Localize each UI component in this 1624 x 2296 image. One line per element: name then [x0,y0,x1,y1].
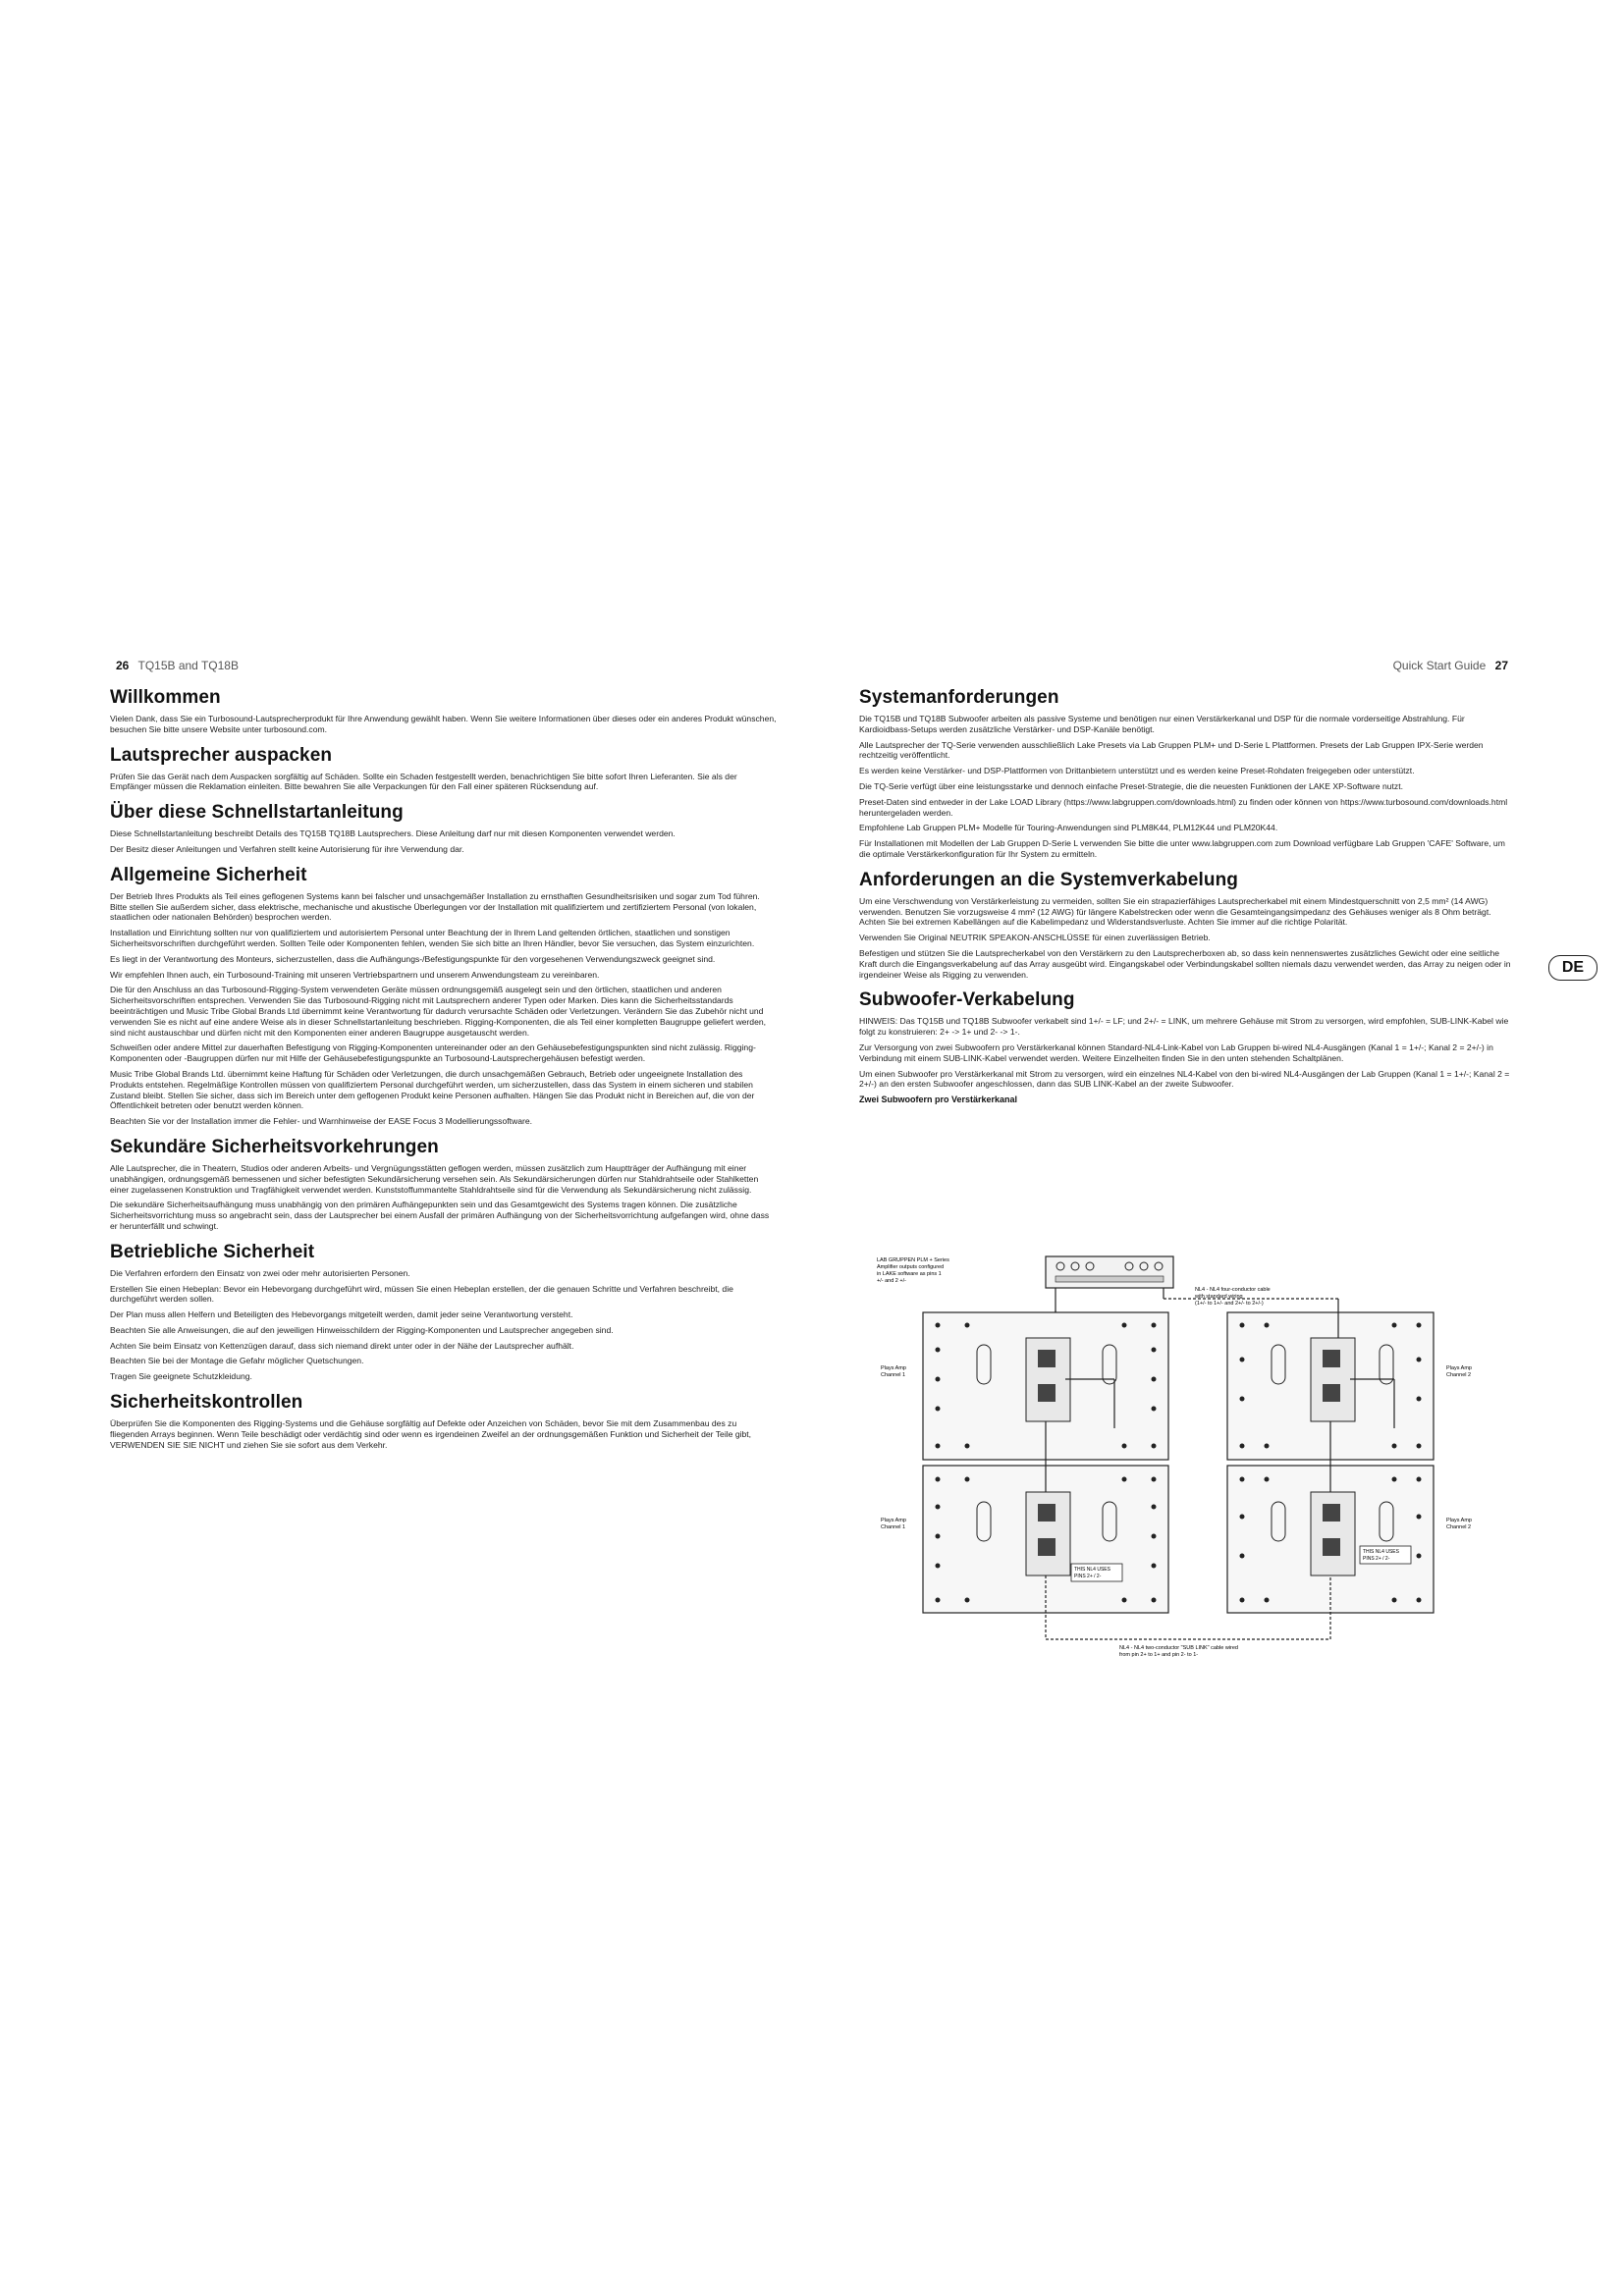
paragraph: Empfohlene Lab Gruppen PLM+ Modelle für Touring-Anwendungen sind PLM8K44, PLM12K44 und PLM20K44. [859,823,1278,833]
paragraph: Alle Lautsprecher der TQ-Serie verwenden ausschließlich Lake Presets via Lab Gruppen PLM+ und D-Serie L Plattformen. Presets der Lab Gruppen IPX-Serie werden rechtzeitig veröffentlicht. [859,739,1484,761]
left-page-number: 26 [116,659,130,672]
paragraph: Um einen Subwoofer pro Verstärkerkanal mit Strom zu versorgen, wird ein einzelnes NL4-Kabel von den bi-wired NL4-Ausgängen der Lab Gruppen (Kanal 1 = 1+/-; Kanal 2 = 2+/-) an den ersten Subwoofer angeschlossen, dann das SUB LINK-Kabel an der zweite Subwoofer. [859,1068,1510,1090]
amp-note-line-1: LAB GRUPPEN PLM + Series [877,1257,949,1263]
paragraph: Beachten Sie bei der Montage die Gefahr möglicher Quetschungen. [110,1356,364,1366]
paragraph: Alle Lautsprecher, die in Theatern, Studios oder anderen Arbeits- und Vergnügungsstätten geflogen werden, müssen zusätzlich zum Hauptträger der Aufhängung mit einer unabhängigen, ordnungsgemäß bemessenen und sicher befestigten Sekundärsicherung versehen sein. Als Sekundärsicherungen dürfen nur Stahldrahtseile oder Stahlketten einer zugelassenen Konstruktion und Tragfähigkeit verwendet werden. Kunststoffummantelte Stahldrahtseile sind für die Verwendung als Sekundärsicherung nicht zulässig. [110,1162,759,1195]
paragraph: Beachten Sie alle Anweisungen, die auf den jeweiligen Hinweisschildern der Rigging-Komponenten und Lautsprecher angegeben sind. [110,1324,614,1335]
amp-note-line-2: Amplifier outputs configured [877,1264,945,1270]
left-bottom-amp-label: Plays Amp [881,1518,906,1523]
page-header-right [1393,659,1514,672]
language-badge: DE [1548,955,1597,981]
left-page-content [110,687,778,1455]
paragraph: Überprüfen Sie die Komponenten des Rigging-Systems und die Gehäuse sorgfältig auf Defekte oder Anzeichen von Schäden, bevor Sie mit dem Zusammenbau des zu fliegenden Arrays beginnen. Wenn Teile beschädigt oder verdächtig sind oder wenn es irgendeinen Zweifel an der ordnungsgemäßen Funktion und Sicherheit der Teile gibt, VERWENDEN SIE SIE NICHT und ziehen Sie sie sofort aus dem Verkehr. [110,1418,752,1450]
heading-about-guide: Über diese Schnellstartanleitung [110,802,404,824]
heading-subwoofer-cabling: Subwoofer-Verkabelung [859,989,1075,1011]
right-bottom-channel-label: Channel 2 [1446,1524,1472,1530]
right-page-number: 27 [1494,659,1508,672]
paragraph: Die für den Anschluss an das Turbosound-Rigging-System verwendeten Geräte müssen ordnungsgemäß ausgelegt sein und den örtlichen, staatlichen und anderen Sicherheitsvorschriften entsprechen. Verwenden Sie das Turbosound-Rigging nicht mit Lautsprechern anderer Typen oder Marken. Dies kann die Sicherheitsstandards beeinträchtigen und Music Tribe Global Brands Ltd übernimmt keine Verantwortung für dadurch verursachte Schäden oder Verletzungen. Verändern Sie das Zubehör nicht und verwenden Sie es nicht auf eine andere Weise als in dieser Schnellstartanleitung beschrieben. Rigging-Komponenten, die als Teil einer kompletten Baugruppe geliefert werden, sind nicht austauschbar und dürfen nicht mit den Komponenten einer anderen Baugruppe ausgetauscht werden. [110,985,767,1038]
paragraph: Wir empfehlen Ihnen auch, ein Turbosound-Training mit unseren Vertriebspartnern und unserem Anwendungsteam zu vereinbaren. [110,969,600,980]
heading-operational-safety: Betriebliche Sicherheit [110,1241,315,1262]
left-bottom-channel-label: Channel 1 [881,1524,906,1530]
diagram-caption: Zwei Subwoofern pro Verstärkerkanal [859,1095,1018,1105]
paragraph: Preset-Daten sind entweder in der Lake LOAD Library (https://www.labgruppen.com/downloads.html) zu finden oder können von https://www.turbosound.com/downloads.html heruntergeladen werden. [859,796,1508,818]
left-uses-pins-line-2: PINS 2+ / 2- [1074,1574,1102,1579]
heading-secondary-safety: Sekundäre Sicherheitsvorkehrungen [110,1136,439,1157]
heading-system-requirements: Systemanforderungen [859,687,1059,708]
left-uses-pins-line-1: THIS NL4 USES [1074,1567,1110,1573]
paragraph: Erstellen Sie einen Hebeplan: Bevor ein Hebevorgang durchgeführt wird, müssen Sie einen Hebeplan erstellen, der die genauen Schritte und Verfahren beschreibt, die durchgeführt werden sollen. [110,1283,733,1305]
right-top-channel-label: Channel 2 [1446,1372,1472,1378]
paragraph: Die TQ-Serie verfügt über eine leistungsstarke und dennoch einfache Preset-Strategie, die die neuesten Funktionen der LAKE XP-Software nutzt. [859,780,1403,791]
heading-welcome: Willkommen [110,687,221,708]
wiring-diagram [859,1252,1507,1664]
paragraph: Die TQ15B und TQ18B Subwoofer arbeiten als passive Systeme und benötigen nur einen Verstärkerkanal und DSP für die normale vorderseitige Abstrahlung. Für Kardioidbass-Setups werden zusätzliche Verstärker- und DSP-Kanäle benötigt. [859,714,1465,734]
amp-note-line-4: +/- and 2 +/- [877,1278,906,1284]
heading-cabling-requirements: Anforderungen an die Systemverkabelung [859,869,1238,890]
heading-safety-checks: Sicherheitskontrollen [110,1392,303,1414]
heading-general-safety: Allgemeine Sicherheit [110,864,307,885]
paragraph: Beachten Sie vor der Installation immer die Fehler- und Warnhinweise der EASE Focus 3 Modellierungssoftware. [110,1116,533,1127]
paragraph: Der Betrieb Ihres Produkts als Teil eines geflogenen Systems kann bei falscher und unsachgemäßer Installation zu ernsthaften Gesundheitsrisiken und sogar zum Tod führen. Bitte stellen Sie außerdem sicher, dass elektrische, mechanische und akustische Überlegungen vor der Installation mit qualifiziertem und zertifiziertem Personal (von lokalen, staatlichen oder nationalen Behörden) besprochen werden. [110,890,760,923]
nl4-note-line-1: NL4 - NL4 four-conductor cable [1195,1287,1271,1293]
left-running-title: TQ15B and TQ18B [137,659,239,672]
paragraph: Music Tribe Global Brands Ltd. übernimmt keine Haftung für Schäden oder Verletzungen, die durch unsachgemäßen Gebrauch, Betrieb oder ungeeignete Installation des Produkts entstehen. Regelmäßige Kontrollen müssen von qualifiziertem Personal durchgeführt werden, um sicherzustellen, dass das System in einem sicheren und stabilen Zustand bleibt. Stellen Sie sicher, dass sich im Bereich unter dem geflogenen Produkt keine Personen aufhalten. Hängen Sie das Produkt nicht in Bereichen auf, die von der Öffentlichkeit betreten oder benutzt werden können. [110,1068,755,1111]
right-running-title: Quick Start Guide [1392,659,1487,672]
paragraph: Die Verfahren erfordern den Einsatz von zwei oder mehr autorisierten Personen. [110,1267,410,1278]
paragraph: Es liegt in der Verantwortung des Monteurs, sicherzustellen, dass die Aufhängungs-/Befestigungspunkte für den vorgesehenen Verwendungszweck geeignet sind. [110,953,716,964]
paragraph: Zur Versorgung von zwei Subwoofern pro Verstärkerkanal können Standard-NL4-Link-Kabel von Lab Gruppen bi-wired NL4-Ausgängen (Kanal 1 = 1+/-; Kanal 2 = 2+/-) in Verbindung mit einem SUB-LINK-Kabel verwendet werden. Weitere Einzelheiten finden Sie in den unten stehenden Schaltplänen. [859,1041,1493,1063]
right-uses-pins-line-1: THIS NL4 USES [1363,1549,1399,1555]
amp-note-line-3: in LAKE software as pins 1 [877,1271,942,1277]
right-bottom-amp-label: Plays Amp [1446,1518,1472,1523]
paragraph: Der Plan muss allen Helfern und Beteiligten des Hebevorgangs mitgeteilt werden, damit jeder seine Verantwortung versteht. [110,1309,573,1320]
sub-link-note-line-2: from pin 2+ to 1+ and pin 2- to 1- [1119,1652,1199,1658]
right-uses-pins-line-2: PINS 2+ / 2- [1363,1556,1390,1562]
page-header-left [110,659,239,672]
paragraph: Der Besitz dieser Anleitungen und Verfahren stellt keine Autorisierung für ihre Verwendung dar. [110,843,464,854]
left-top-channel-label: Channel 1 [881,1372,906,1378]
paragraph: Achten Sie beim Einsatz von Kettenzügen darauf, dass sich niemand direkt unter oder in der Nähe der Lautsprecher aufhält. [110,1340,574,1351]
paragraph: Befestigen und stützen Sie die Lautsprecherkabel von den Verstärkern zu den Lautsprecherboxen ab, so dass kein nennenswertes zusätzliches Gewicht oder eine seitliche Kraft durch die Eingangsverkabelung auf das Array ausgeübt wird. Eingangskabel oder Verbindungskabel sollten niemals dazu verwendet werden, das Array zu neigen oder in irgendeiner Weise als Rigging zu verwenden. [859,947,1511,980]
paragraph: Es werden keine Verstärker- und DSP-Plattformen von Drittanbietern unterstützt und es werden keine Preset-Rohdaten freigegeben oder unterstützt. [859,766,1415,776]
paragraph: Schweißen oder andere Mittel zur dauerhaften Befestigung von Rigging-Komponenten untereinander oder an den Gehäusebefestigungspunkten sind nicht zulässig. Rigging-Komponenten oder -Baugruppen dürfen nur mit Hilfe der Gehäusebefestigungspunkte an Turbosound-Lautsprechergehäusen befestigt werden. [110,1042,756,1064]
paragraph: Um eine Verschwendung von Verstärkerleistung zu vermeiden, sollten Sie ein strapazierfähiges Lautsprecherkabel mit einem Mindestquerschnitt von 2,5 mm² (14 AWG) verwenden. Benutzen Sie vorzugsweise 4 mm² (12 AWG) für längere Kabelstrecken oder wenn die Gesamteingangsimpedanz des Gehäuses weniger als 8 Ohm beträgt. Achten Sie bei extremen Kabellängen auf die Kabelimpedanz und Widerstandsverluste. Achten Sie immer auf die richtige Polarität. [859,895,1491,928]
sub-link-note-line-1: NL4 - NL4 two-conductor "SUB LINK" cable wired [1119,1645,1238,1651]
paragraph: Die sekundäre Sicherheitsaufhängung muss unabhängig von den primären Aufhängepunkten sein und das Gesamtgewicht des Systems tragen können. Die zusätzliche Sicherheitsvorrichtung muss so angebracht sein, dass der Lautsprecher bei einem Ausfall der primären Aufhängung von der Sicherheitsvorrichtung aufgefangen wird, ohne dass er herunterfällt und schwingt. [110,1200,770,1231]
paragraph: HINWEIS: Das TQ15B und TQ18B Subwoofer verkabelt sind 1+/- = LF; und 2+/- = LINK, um mehrere Gehäuse mit Strom zu versorgen, wird empfohlen, SUB-LINK-Kabel wie folgt zu konstruieren: 2+ -> 1+ und 2- -> 1-. [859,1016,1509,1038]
paragraph: Installation und Einrichtung sollten nur von qualifiziertem und autorisiertem Personal unter Beachtung der in Ihrem Land geltenden örtlichen, staatlichen und sonstigen Sicherheitsvorschriften durchgeführt werden. Sollten Teile oder Komponenten fehlen, wenden Sie sich bitte an Ihren Händler, bevor Sie versuchen, das System einzurichten. [110,928,755,948]
right-page-content [859,687,1512,1112]
paragraph: Prüfen Sie das Gerät nach dem Auspacken sorgfältig auf Schäden. Sollte ein Schaden festgestellt werden, benachrichtigen Sie bitte sofort Ihren Lieferanten. Sie als der Empfänger müssen die Reklamation einleiten. Bitte bewahren Sie alle Verpackungen für den Fall einer späteren Rücksendung auf. [110,771,737,792]
paragraph: Verwenden Sie Original NEUTRIK SPEAKON-ANSCHLÜSSE für einen zuverlässigen Betrieb. [859,933,1211,943]
paragraph: Diese Schnellstartanleitung beschreibt Details des TQ15B TQ18B Lautsprechers. Diese Anleitung darf nur mit diesen Komponenten verwendet werden. [110,828,676,839]
left-top-amp-label: Plays Amp [881,1365,906,1371]
amplifier-icon [1046,1256,1173,1288]
paragraph: Für Installationen mit Modellen der Lab Gruppen D-Serie L verwenden Sie bitte die unter www.labgruppen.com zum Download verfügbare Lab Gruppen 'CAFE' Software, um die optimale Verstärkerkonfiguration für Ihr System zu ermitteln. [859,838,1505,859]
paragraph: Vielen Dank, dass Sie ein Turbosound-Lautsprecherprodukt für Ihre Anwendung gewählt haben. Wenn Sie weitere Informationen über dieses oder ein anderes Produkt wünschen, besuchen Sie bitte unsere Website unter turbosound.com. [110,714,777,734]
paragraph: Tragen Sie geeignete Schutzkleidung. [110,1371,252,1382]
nl4-note-line-2: with standard wiring [1195,1294,1243,1300]
heading-unpacking: Lautsprecher auspacken [110,744,333,766]
right-top-amp-label: Plays Amp [1446,1365,1472,1371]
nl4-note-line-3: (1+/- to 1+/- and 2+/- to 2+/-) [1195,1301,1264,1307]
